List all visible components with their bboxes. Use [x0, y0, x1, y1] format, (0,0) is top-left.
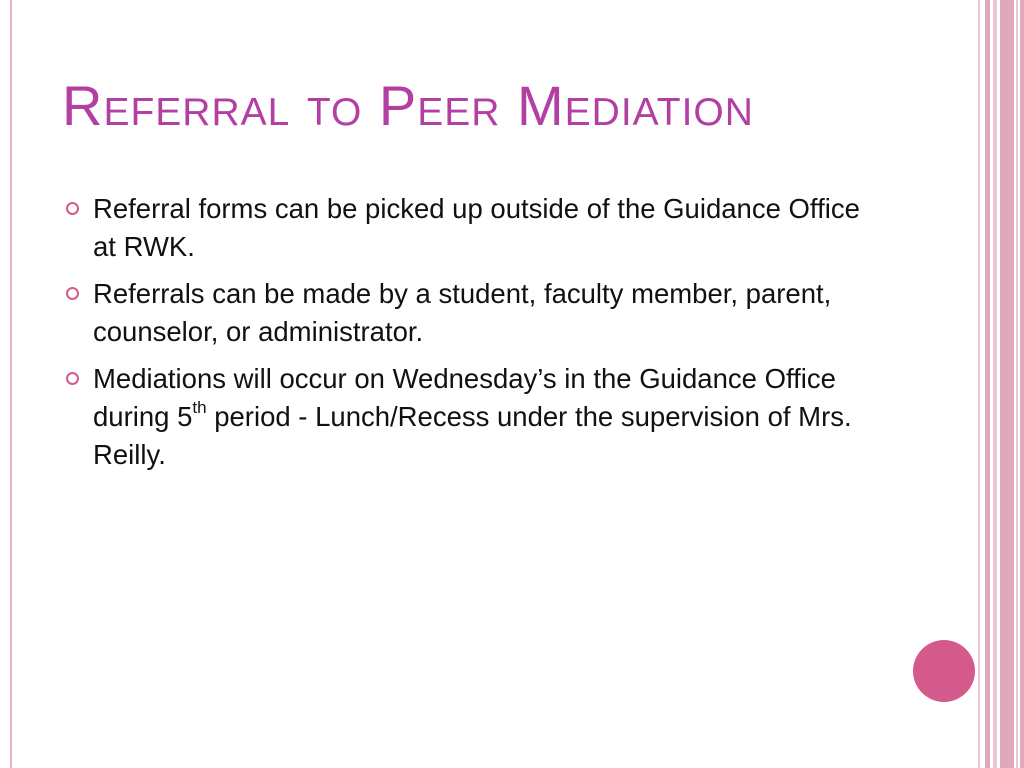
bullet-text-end: period - Lunch/Recess under the supervision of Mrs. Reilly. [93, 401, 852, 470]
pink-circle-icon [913, 640, 975, 702]
bullet-text: Referrals can be made by a student, faculty member, parent, counselor, or administrator. [93, 278, 832, 347]
bullet-item [64, 360, 864, 474]
bullet-item [64, 190, 864, 266]
bullet-list [64, 190, 864, 483]
right-stripe [1020, 0, 1024, 768]
bullet-superscript: th [192, 397, 207, 417]
right-stripe [1016, 0, 1018, 768]
hollow-circle-bullet-icon [66, 202, 79, 215]
right-stripe [985, 0, 990, 768]
right-stripe [978, 0, 980, 768]
left-border-line [10, 0, 12, 768]
hollow-circle-bullet-icon [66, 287, 79, 300]
hollow-circle-bullet-icon [66, 372, 79, 385]
bullet-item [64, 275, 864, 351]
right-stripe [993, 0, 997, 768]
right-stripe [1000, 0, 1014, 768]
bullet-text: Referral forms can be picked up outside of the Guidance Office at RWK. [93, 193, 860, 262]
slide-title: Referral to Peer Mediation [62, 74, 754, 137]
bullet-text-start: Mediations will occur on Wednesday’s in the Guidance Office during 5 [93, 363, 836, 432]
